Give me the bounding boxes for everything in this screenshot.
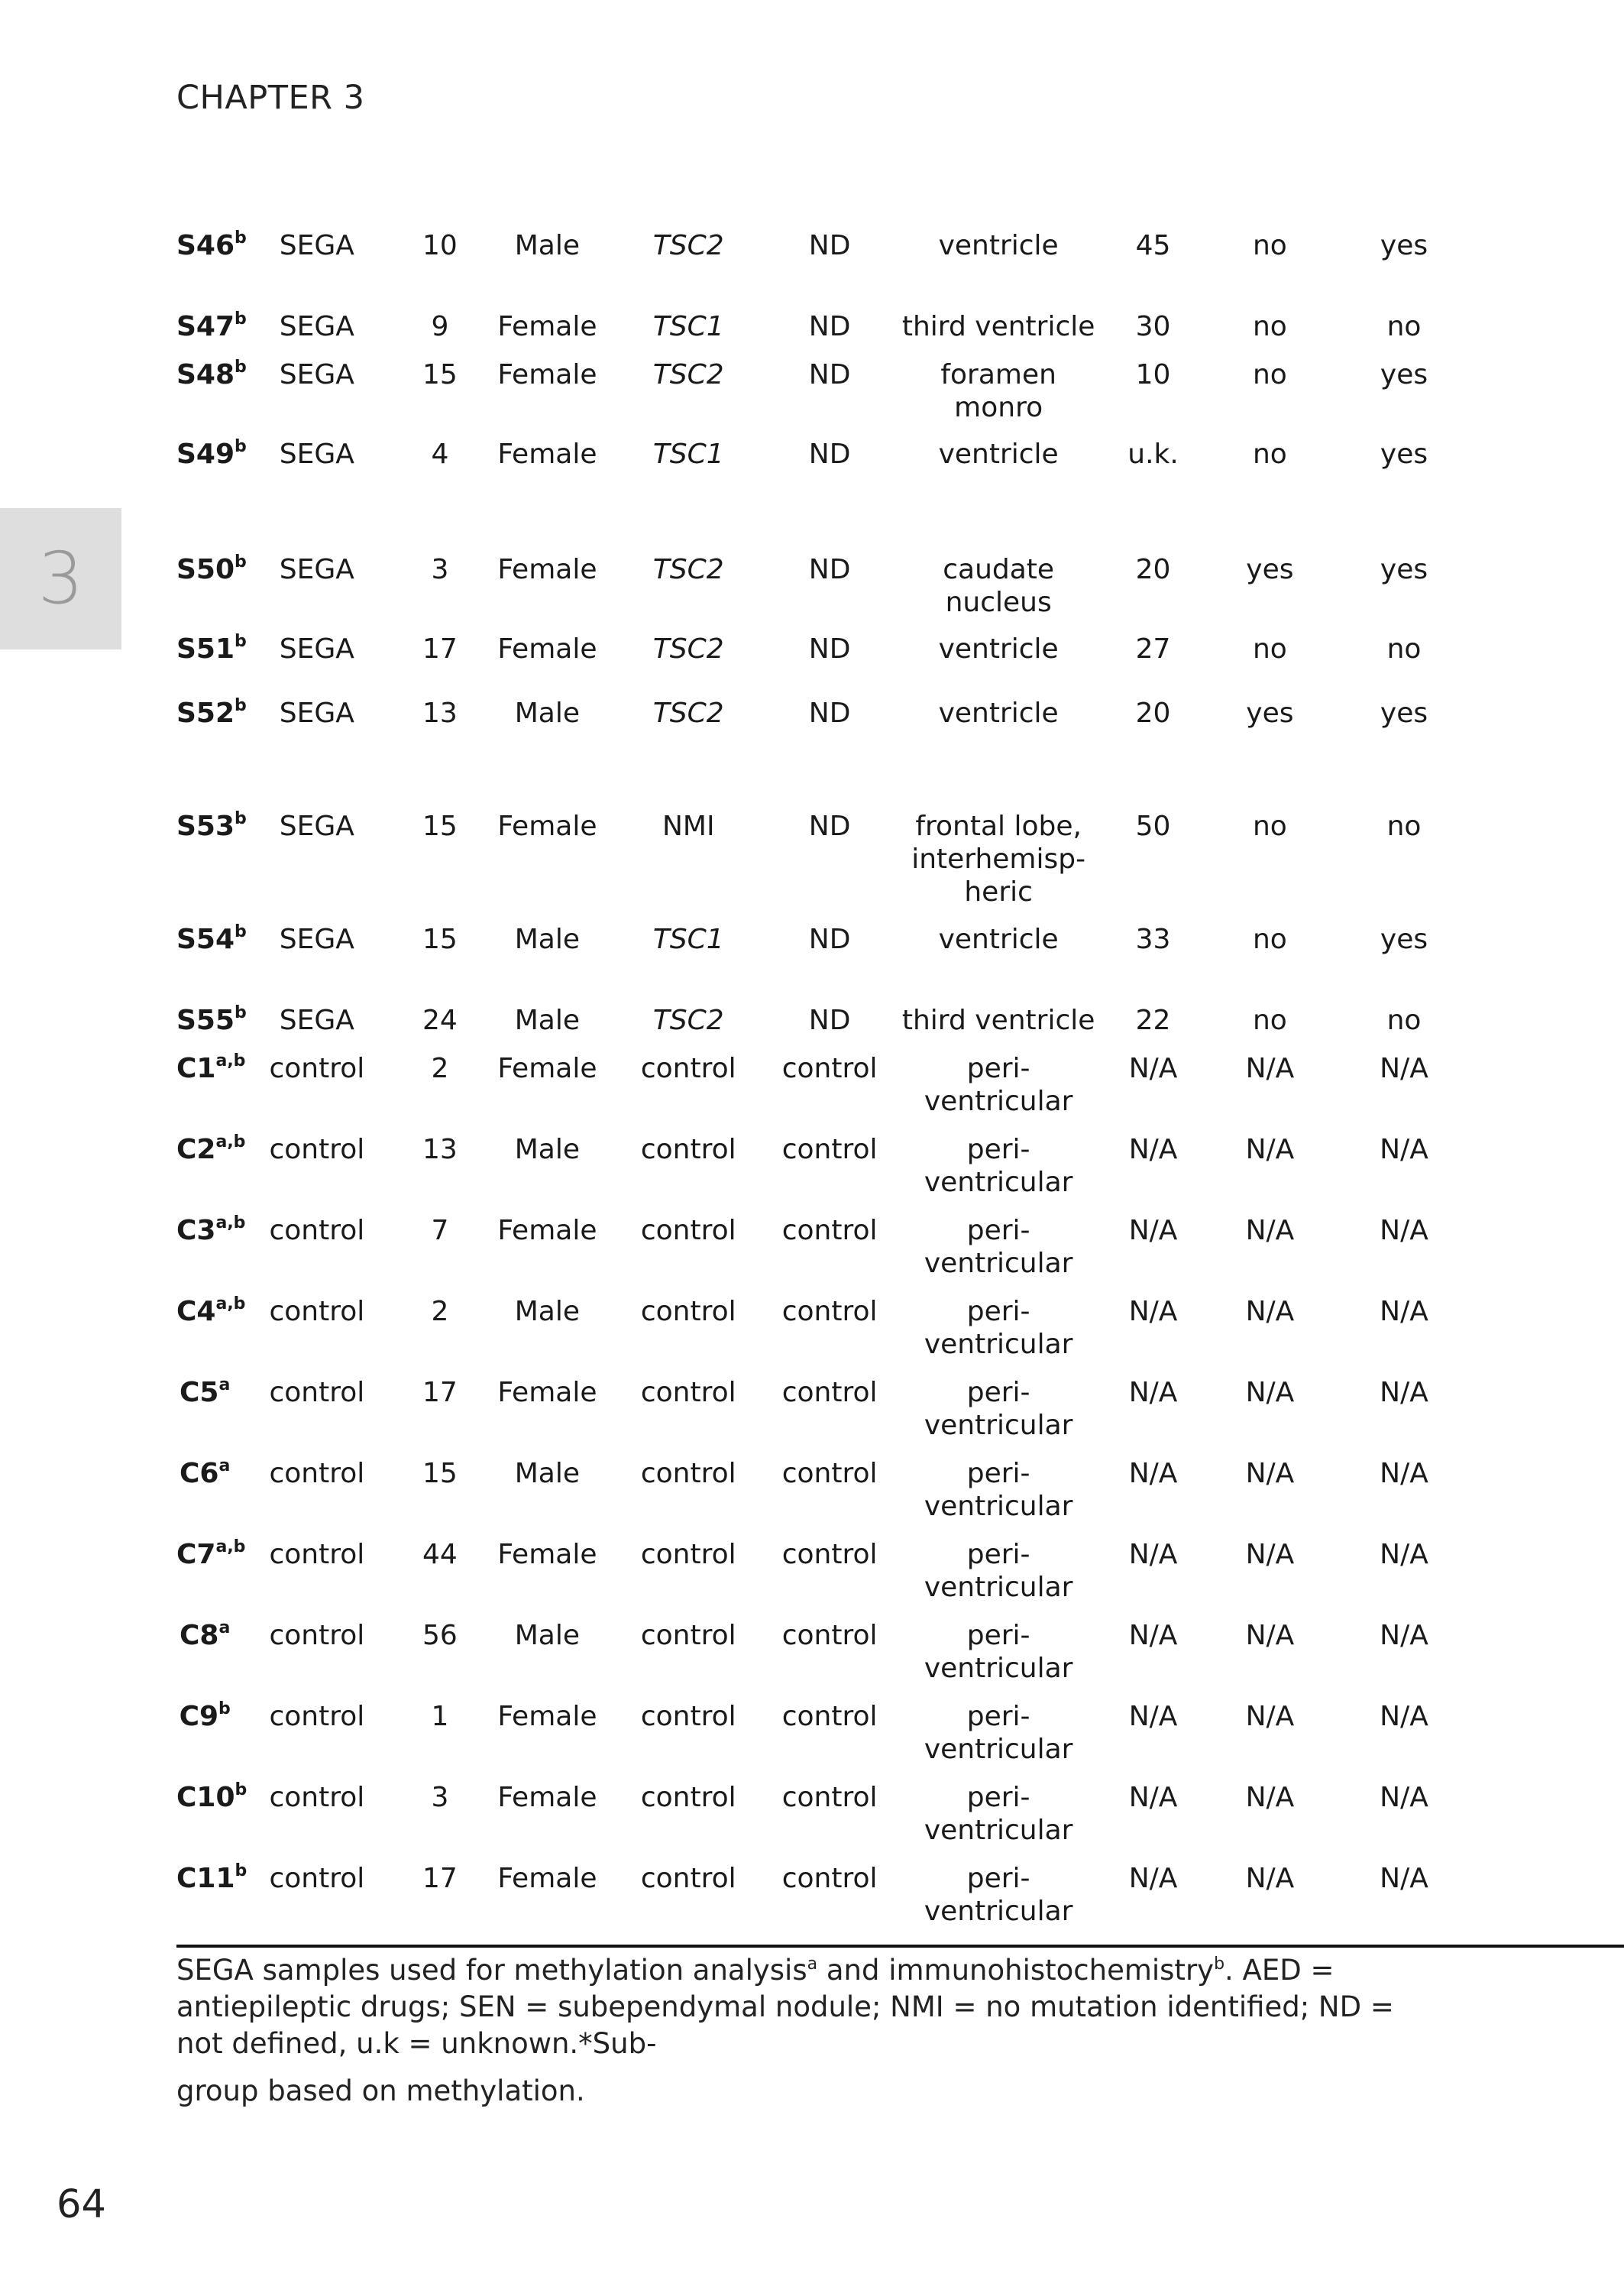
subgroup: control — [781, 1134, 878, 1165]
location: peri-ventricular — [924, 1539, 1073, 1603]
age: 17 — [422, 633, 458, 665]
sex: Female — [497, 1377, 597, 1408]
sample-id: C9$^b$ — [179, 1699, 231, 1732]
subgroup: control — [781, 1620, 878, 1651]
subgroup: control — [781, 1296, 878, 1327]
table-row — [176, 229, 1475, 310]
sex: Female — [497, 1863, 597, 1894]
table-row — [176, 1619, 1475, 1700]
table-row — [176, 1052, 1475, 1133]
size: N/A — [1128, 1620, 1178, 1651]
table-row — [176, 438, 1475, 553]
column-9-value: yes — [1380, 230, 1428, 261]
column-8-value: yes — [1246, 698, 1294, 729]
column-9-value: no — [1386, 811, 1422, 842]
sample-type: control — [269, 1863, 365, 1894]
sample-id: S49$^b$ — [176, 437, 247, 470]
subgroup: control — [781, 1458, 878, 1489]
table-body — [176, 229, 1475, 1943]
location: foramen monro — [940, 359, 1056, 423]
location: ventricle — [938, 924, 1059, 955]
column-9-value: N/A — [1380, 1863, 1428, 1894]
column-8-value: N/A — [1245, 1134, 1295, 1165]
size: 27 — [1135, 633, 1171, 665]
size: N/A — [1128, 1053, 1178, 1084]
sample-id: C2$^{a,b}$ — [176, 1132, 246, 1165]
sample-id: S50$^b$ — [176, 552, 247, 585]
table-row — [176, 1781, 1475, 1862]
location: peri-ventricular — [924, 1620, 1073, 1684]
chapter-tab-number: 3 — [37, 537, 84, 620]
sex: Male — [514, 698, 581, 729]
page-number: 64 — [57, 2182, 106, 2227]
running-header: CHAPTER 3 — [176, 79, 365, 117]
column-9-value: N/A — [1380, 1053, 1428, 1084]
sample-type: SEGA — [279, 924, 354, 955]
size: N/A — [1128, 1539, 1178, 1570]
column-9-value: N/A — [1380, 1296, 1428, 1327]
sample-type: control — [269, 1701, 365, 1732]
sample-id: S54$^b$ — [176, 922, 247, 955]
age: 9 — [431, 311, 449, 342]
sex: Female — [497, 1701, 597, 1732]
subgroup: ND — [808, 311, 851, 342]
age: 17 — [422, 1863, 458, 1894]
sample-id: S48$^b$ — [176, 358, 247, 390]
location: peri-ventricular — [924, 1701, 1073, 1765]
age: 13 — [422, 698, 458, 729]
sample-type: control — [269, 1053, 365, 1084]
sample-type: control — [269, 1458, 365, 1489]
footnote-text-end: group based on methylation. — [176, 2074, 585, 2107]
age: 3 — [431, 1782, 449, 1813]
column-8-value: no — [1252, 1005, 1287, 1036]
subgroup: ND — [808, 811, 851, 842]
subgroup: control — [781, 1863, 878, 1894]
size: N/A — [1128, 1215, 1178, 1246]
sex: Male — [514, 1620, 581, 1651]
table-row — [176, 1295, 1475, 1376]
sample-type: control — [269, 1134, 365, 1165]
size: N/A — [1128, 1377, 1178, 1408]
sample-id: S47$^b$ — [176, 309, 247, 342]
table-row — [176, 1376, 1475, 1457]
column-9-value: yes — [1380, 698, 1428, 729]
mutation: control — [640, 1134, 736, 1165]
column-8-value: N/A — [1245, 1539, 1295, 1570]
location: peri-ventricular — [924, 1458, 1073, 1522]
table-row — [176, 553, 1475, 633]
sex: Female — [497, 633, 597, 665]
column-8-value: N/A — [1245, 1782, 1295, 1813]
sex: Female — [497, 1539, 597, 1570]
table-row — [176, 697, 1475, 810]
table-row — [176, 1214, 1475, 1295]
column-8-value: N/A — [1245, 1296, 1295, 1327]
table-row — [176, 310, 1475, 358]
mutation: control — [640, 1215, 736, 1246]
location: ventricle — [938, 698, 1059, 729]
location: peri-ventricular — [924, 1215, 1073, 1279]
column-9-value: N/A — [1380, 1620, 1428, 1651]
sex: Female — [497, 1053, 597, 1084]
location: peri-ventricular — [924, 1863, 1073, 1927]
subgroup: control — [781, 1377, 878, 1408]
sample-type: control — [269, 1782, 365, 1813]
location: ventricle — [938, 633, 1059, 665]
mutation: TSC2 — [652, 554, 724, 585]
sex: Male — [514, 1005, 581, 1036]
sample-type: control — [269, 1296, 365, 1327]
mutation: control — [640, 1863, 736, 1894]
column-9-value: yes — [1380, 439, 1428, 470]
column-9-value: no — [1386, 311, 1422, 342]
size: N/A — [1128, 1863, 1178, 1894]
column-9-value: yes — [1380, 359, 1428, 390]
sample-type: SEGA — [279, 633, 354, 665]
age: 3 — [431, 554, 449, 585]
sample-type: control — [269, 1215, 365, 1246]
sample-type: control — [269, 1620, 365, 1651]
column-9-value: N/A — [1380, 1458, 1428, 1489]
size: 33 — [1135, 924, 1171, 955]
location: third ventricle — [901, 311, 1095, 342]
size: N/A — [1128, 1701, 1178, 1732]
mutation: control — [640, 1296, 736, 1327]
sex: Male — [514, 1458, 581, 1489]
table-row — [176, 1862, 1475, 1943]
mutation: control — [640, 1458, 736, 1489]
sex: Female — [497, 1782, 597, 1813]
subgroup: control — [781, 1053, 878, 1084]
column-8-value: N/A — [1245, 1863, 1295, 1894]
column-8-value: no — [1252, 924, 1287, 955]
sex: Female — [497, 554, 597, 585]
column-8-value: no — [1252, 439, 1287, 470]
age: 2 — [431, 1053, 449, 1084]
location: peri-ventricular — [924, 1377, 1073, 1441]
column-8-value: no — [1252, 811, 1287, 842]
sex: Female — [497, 439, 597, 470]
column-8-value: N/A — [1245, 1701, 1295, 1732]
footnote-text: SEGA samples used for methylation analysis$^a$ and immunohistochemistry$^b$. AED = antiepileptic drugs; SEN = subependymal nodule; NMI = no mutation identified; ND = not defined, u.k = unknown.*Sub- — [176, 1954, 1394, 2060]
location: ventricle — [938, 439, 1059, 470]
sample-id: S46$^b$ — [176, 228, 247, 261]
location: peri-ventricular — [924, 1296, 1073, 1360]
location: peri-ventricular — [924, 1782, 1073, 1846]
subgroup: ND — [808, 439, 851, 470]
age: 13 — [422, 1134, 458, 1165]
column-9-value: N/A — [1380, 1782, 1428, 1813]
sample-id: C1$^{a,b}$ — [176, 1051, 246, 1084]
mutation: TSC2 — [652, 230, 724, 261]
sample-id: S53$^b$ — [176, 809, 247, 842]
age: 15 — [422, 359, 458, 390]
mutation: control — [640, 1377, 736, 1408]
sample-type: control — [269, 1539, 365, 1570]
mutation: TSC1 — [652, 924, 724, 955]
age: 15 — [422, 924, 458, 955]
column-9-value: yes — [1380, 554, 1428, 585]
sample-type: SEGA — [279, 439, 354, 470]
table-row — [176, 633, 1475, 697]
mutation: control — [640, 1053, 736, 1084]
column-9-value: no — [1386, 1005, 1422, 1036]
column-8-value: no — [1252, 230, 1287, 261]
location: frontal lobe, interhemisp-heric — [911, 811, 1086, 908]
column-9-value: N/A — [1380, 1539, 1428, 1570]
table-row — [176, 1538, 1475, 1619]
sample-id: C11$^b$ — [176, 1861, 247, 1894]
table-row — [176, 1004, 1475, 1052]
subgroup: ND — [808, 924, 851, 955]
mutation: TSC1 — [652, 311, 724, 342]
location: caudate nucleus — [943, 554, 1055, 618]
sample-type: SEGA — [279, 311, 354, 342]
mutation: TSC2 — [652, 359, 724, 390]
column-8-value: no — [1252, 633, 1287, 665]
table-row — [176, 1133, 1475, 1214]
location: ventricle — [938, 230, 1059, 261]
subgroup: control — [781, 1539, 878, 1570]
column-8-value: N/A — [1245, 1377, 1295, 1408]
sample-id: S51$^b$ — [176, 632, 247, 665]
sample-id: C10$^b$ — [176, 1780, 247, 1813]
subgroup: ND — [808, 554, 851, 585]
mutation: TSC2 — [652, 1005, 724, 1036]
mutation: TSC2 — [652, 633, 724, 665]
size: N/A — [1128, 1296, 1178, 1327]
table-row — [176, 1457, 1475, 1538]
subgroup: ND — [808, 698, 851, 729]
chapter-tab — [0, 508, 121, 649]
column-8-value: N/A — [1245, 1458, 1295, 1489]
sex: Male — [514, 924, 581, 955]
sample-id: S55$^b$ — [176, 1003, 247, 1036]
size: 10 — [1135, 359, 1171, 390]
size: N/A — [1128, 1458, 1178, 1489]
location: peri-ventricular — [924, 1134, 1073, 1198]
age: 1 — [431, 1701, 449, 1732]
age: 4 — [431, 439, 449, 470]
column-8-value: no — [1252, 311, 1287, 342]
mutation: control — [640, 1782, 736, 1813]
sex: Male — [514, 1134, 581, 1165]
size: 30 — [1135, 311, 1171, 342]
column-9-value: N/A — [1380, 1134, 1428, 1165]
sex: Female — [497, 359, 597, 390]
column-8-value: no — [1252, 359, 1287, 390]
table-row — [176, 358, 1475, 438]
sample-type: SEGA — [279, 359, 354, 390]
column-9-value: N/A — [1380, 1377, 1428, 1408]
subgroup: ND — [808, 633, 851, 665]
age: 56 — [422, 1620, 458, 1651]
sample-type: SEGA — [279, 811, 354, 842]
table-row — [176, 1700, 1475, 1781]
column-8-value: N/A — [1245, 1215, 1295, 1246]
column-8-value: N/A — [1245, 1620, 1295, 1651]
age: 44 — [422, 1539, 458, 1570]
sample-id: S52$^b$ — [176, 696, 247, 729]
location: peri-ventricular — [924, 1053, 1073, 1117]
column-9-value: no — [1386, 633, 1422, 665]
size: 50 — [1135, 811, 1171, 842]
location: third ventricle — [901, 1005, 1095, 1036]
table-row — [176, 923, 1475, 1004]
mutation: control — [640, 1701, 736, 1732]
mutation: TSC1 — [652, 439, 724, 470]
sample-id: C3$^{a,b}$ — [176, 1213, 246, 1246]
age: 15 — [422, 811, 458, 842]
size: N/A — [1128, 1782, 1178, 1813]
subgroup: control — [781, 1701, 878, 1732]
sex: Female — [497, 1215, 597, 1246]
subgroup: control — [781, 1782, 878, 1813]
age: 17 — [422, 1377, 458, 1408]
sample-type: control — [269, 1377, 365, 1408]
sample-type: SEGA — [279, 554, 354, 585]
subgroup: ND — [808, 230, 851, 261]
age: 2 — [431, 1296, 449, 1327]
table-row — [176, 810, 1475, 923]
mutation: NMI — [662, 811, 715, 842]
sex: Male — [514, 230, 581, 261]
age: 7 — [431, 1215, 449, 1246]
size: 20 — [1135, 698, 1171, 729]
sample-id: C7$^{a,b}$ — [176, 1537, 246, 1570]
sample-id: C6$^a$ — [180, 1456, 231, 1489]
sample-type: SEGA — [279, 1005, 354, 1036]
mutation: control — [640, 1620, 736, 1651]
column-9-value: N/A — [1380, 1701, 1428, 1732]
sample-type: SEGA — [279, 230, 354, 261]
patient-table — [176, 229, 1475, 1943]
mutation: control — [640, 1539, 736, 1570]
size: N/A — [1128, 1134, 1178, 1165]
age: 15 — [422, 1458, 458, 1489]
table-footnote — [176, 1945, 1624, 2110]
sample-type: SEGA — [279, 698, 354, 729]
sex: Female — [497, 811, 597, 842]
sample-id: C5$^a$ — [180, 1375, 231, 1408]
age: 24 — [422, 1005, 458, 1036]
column-9-value: yes — [1380, 924, 1428, 955]
size: 20 — [1135, 554, 1171, 585]
sample-id: C8$^a$ — [180, 1618, 231, 1651]
subgroup: control — [781, 1215, 878, 1246]
size: 45 — [1135, 230, 1171, 261]
sex: Male — [514, 1296, 581, 1327]
size: u.k. — [1127, 439, 1179, 470]
sample-id: C4$^{a,b}$ — [176, 1294, 246, 1327]
column-8-value: yes — [1246, 554, 1294, 585]
size: 22 — [1135, 1005, 1171, 1036]
column-8-value: N/A — [1245, 1053, 1295, 1084]
subgroup: ND — [808, 359, 851, 390]
column-9-value: N/A — [1380, 1215, 1428, 1246]
sex: Female — [497, 311, 597, 342]
age: 10 — [422, 230, 458, 261]
mutation: TSC2 — [652, 698, 724, 729]
subgroup: ND — [808, 1005, 851, 1036]
